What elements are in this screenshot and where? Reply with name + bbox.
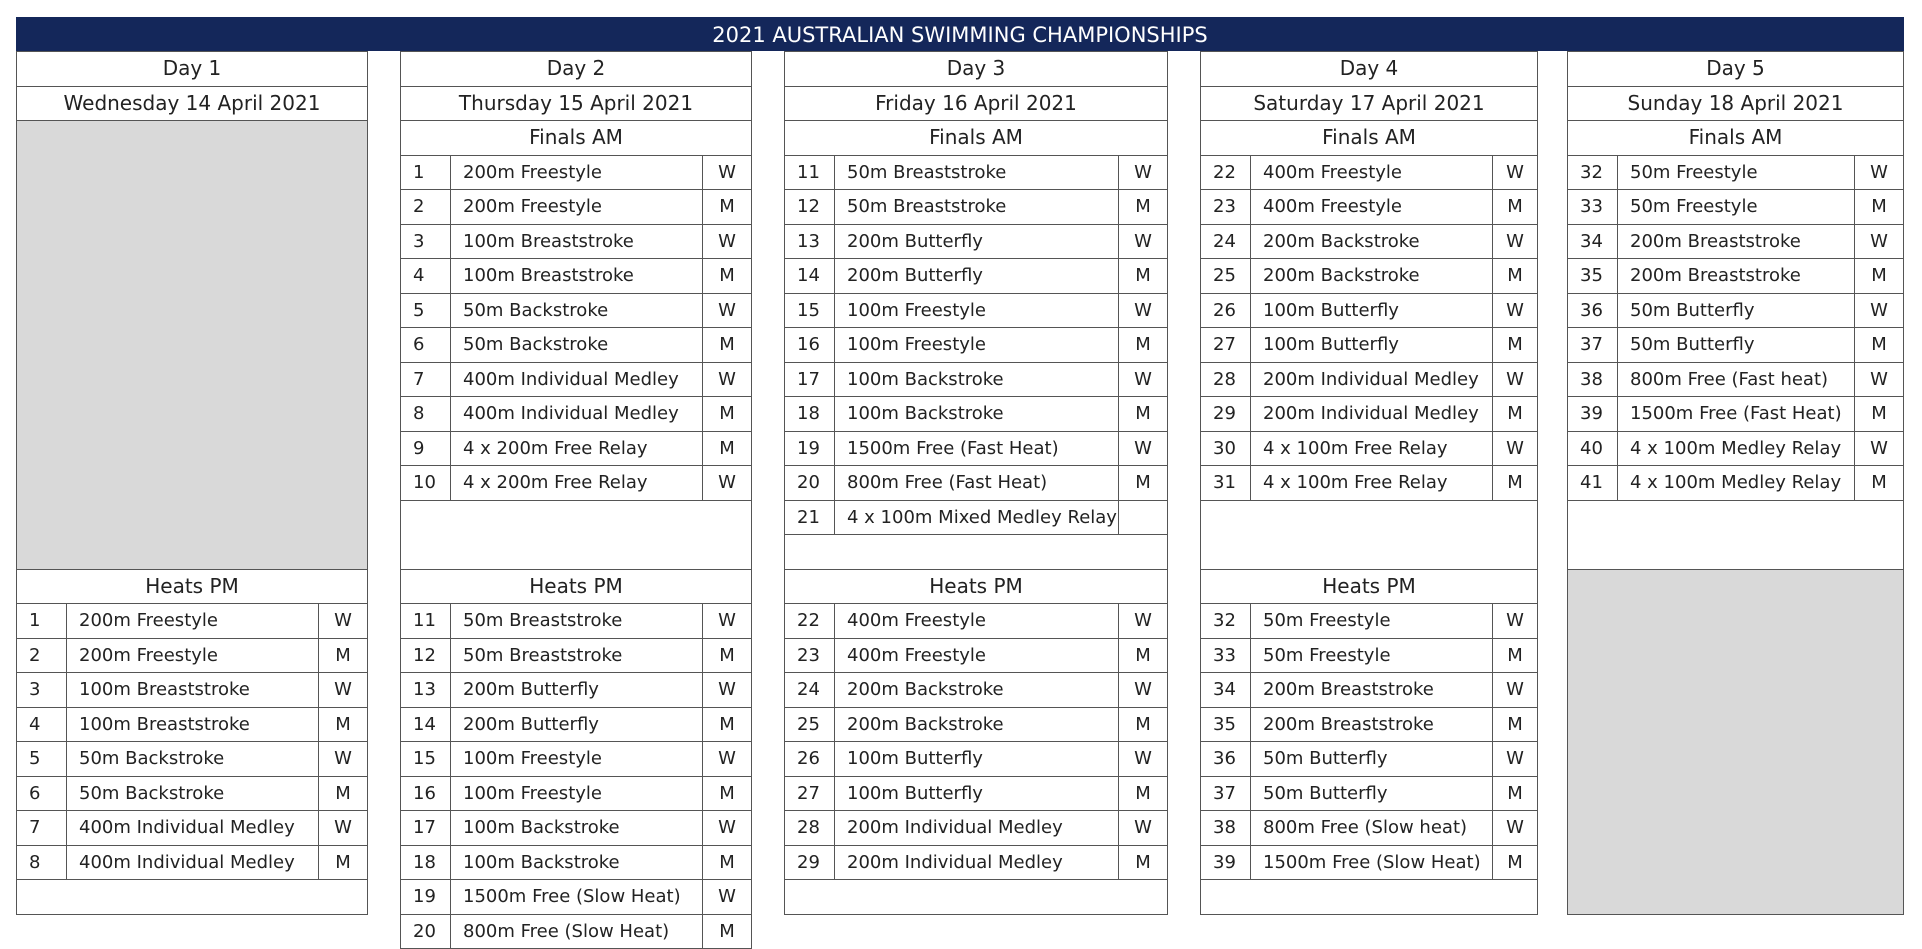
event-gender: W	[1118, 672, 1168, 708]
event-gender: W	[1118, 810, 1168, 846]
event-number: 19	[400, 879, 451, 915]
event-gender: W	[1492, 362, 1538, 398]
event-name: 50m Butterfly	[1617, 327, 1855, 363]
event-name: 100m Freestyle	[834, 327, 1119, 363]
day-label: Day 1	[16, 51, 368, 87]
event-gender: W	[702, 362, 752, 398]
event-name: 4 x 200m Free Relay	[450, 431, 703, 467]
event-gender: W	[1854, 293, 1904, 329]
event-number: 11	[784, 155, 835, 191]
event-number: 41	[1567, 465, 1618, 501]
event-gender: M	[1118, 327, 1168, 363]
event-number: 32	[1200, 603, 1251, 639]
event-gender: M	[702, 189, 752, 225]
event-gender: W	[1492, 224, 1538, 260]
event-gender: W	[1492, 810, 1538, 846]
event-number: 14	[784, 258, 835, 294]
event-gender: W	[1118, 155, 1168, 191]
event-gender: W	[1854, 431, 1904, 467]
finals-am-header: Finals AM	[1567, 120, 1904, 156]
event-name: 4 x 200m Free Relay	[450, 465, 703, 501]
event-name: 100m Breaststroke	[66, 707, 319, 743]
event-name: 50m Backstroke	[450, 293, 703, 329]
heats-pm-header: Heats PM	[784, 569, 1168, 605]
event-number: 28	[784, 810, 835, 846]
event-number: 16	[400, 776, 451, 812]
event-number: 5	[16, 741, 67, 777]
event-gender: M	[1118, 638, 1168, 674]
event-number: 34	[1567, 224, 1618, 260]
event-name: 800m Free (Slow heat)	[1250, 810, 1493, 846]
event-number: 15	[784, 293, 835, 329]
event-gender: W	[1118, 362, 1168, 398]
event-number: 40	[1567, 431, 1618, 467]
day-label: Day 4	[1200, 51, 1538, 87]
event-name: 200m Breaststroke	[1617, 224, 1855, 260]
event-gender: W	[318, 672, 368, 708]
event-name: 100m Backstroke	[450, 810, 703, 846]
event-gender: M	[1854, 396, 1904, 432]
event-name: 800m Free (Fast heat)	[1617, 362, 1855, 398]
event-number: 9	[400, 431, 451, 467]
event-name: 50m Backstroke	[66, 741, 319, 777]
event-gender: W	[702, 293, 752, 329]
event-number: 16	[784, 327, 835, 363]
event-gender: W	[1492, 155, 1538, 191]
event-number: 38	[1200, 810, 1251, 846]
event-number: 6	[400, 327, 451, 363]
event-name: 400m Freestyle	[834, 638, 1119, 674]
event-name: 4 x 100m Free Relay	[1250, 431, 1493, 467]
event-gender: W	[1492, 293, 1538, 329]
event-number: 22	[784, 603, 835, 639]
event-number: 8	[16, 845, 67, 881]
event-gender: M	[318, 776, 368, 812]
event-name: 200m Backstroke	[834, 672, 1119, 708]
event-name: 200m Freestyle	[66, 603, 319, 639]
heats-pm-header: Heats PM	[400, 569, 752, 605]
event-gender: M	[1854, 189, 1904, 225]
event-gender: W	[1854, 224, 1904, 260]
event-gender: M	[702, 638, 752, 674]
event-number: 11	[400, 603, 451, 639]
blank-block	[16, 879, 368, 915]
day-date: Saturday 17 April 2021	[1200, 86, 1538, 122]
event-number: 28	[1200, 362, 1251, 398]
heats-pm-header: Heats PM	[1200, 569, 1538, 605]
event-number: 29	[784, 845, 835, 881]
event-gender: W	[1118, 293, 1168, 329]
event-name: 200m Breaststroke	[1617, 258, 1855, 294]
event-name: 4 x 100m Medley Relay	[1617, 465, 1855, 501]
event-name: 50m Butterfly	[1250, 776, 1493, 812]
event-name: 1500m Free (Fast Heat)	[834, 431, 1119, 467]
event-number: 27	[1200, 327, 1251, 363]
event-gender: W	[702, 603, 752, 639]
event-name: 400m Individual Medley	[66, 845, 319, 881]
event-gender: M	[702, 431, 752, 467]
blank-block	[1200, 500, 1538, 570]
event-gender: M	[318, 638, 368, 674]
event-number: 1	[16, 603, 67, 639]
event-name: 4 x 100m Mixed Medley Relay	[834, 500, 1119, 536]
event-number: 7	[400, 362, 451, 398]
event-gender: W	[702, 741, 752, 777]
event-gender: W	[1492, 672, 1538, 708]
event-number: 37	[1200, 776, 1251, 812]
event-name: 50m Breaststroke	[450, 603, 703, 639]
event-name: 50m Freestyle	[1250, 638, 1493, 674]
event-number: 26	[1200, 293, 1251, 329]
event-gender: M	[702, 845, 752, 881]
event-gender: W	[318, 603, 368, 639]
event-gender: M	[1118, 258, 1168, 294]
event-number: 7	[16, 810, 67, 846]
event-number: 34	[1200, 672, 1251, 708]
event-gender: W	[318, 810, 368, 846]
event-number: 3	[16, 672, 67, 708]
event-name: 200m Freestyle	[450, 155, 703, 191]
event-number: 38	[1567, 362, 1618, 398]
event-number: 6	[16, 776, 67, 812]
finals-am-header: Finals AM	[784, 120, 1168, 156]
day-label: Day 2	[400, 51, 752, 87]
event-number: 17	[784, 362, 835, 398]
event-gender: M	[702, 707, 752, 743]
event-gender: M	[702, 258, 752, 294]
event-gender: M	[702, 776, 752, 812]
event-number: 12	[400, 638, 451, 674]
event-name: 100m Backstroke	[450, 845, 703, 881]
event-number: 25	[784, 707, 835, 743]
event-name: 200m Individual Medley	[1250, 362, 1493, 398]
event-number: 22	[1200, 155, 1251, 191]
event-name: 1500m Free (Fast Heat)	[1617, 396, 1855, 432]
event-gender: W	[702, 810, 752, 846]
event-gender: M	[702, 396, 752, 432]
day-date: Thursday 15 April 2021	[400, 86, 752, 122]
event-gender: M	[1118, 396, 1168, 432]
event-name: 100m Butterfly	[1250, 327, 1493, 363]
event-name: 200m Backstroke	[1250, 224, 1493, 260]
event-number: 4	[16, 707, 67, 743]
page-title: 2021 AUSTRALIAN SWIMMING CHAMPIONSHIPS	[16, 17, 1904, 51]
event-gender: M	[1492, 465, 1538, 501]
event-gender: W	[1854, 362, 1904, 398]
event-name: 50m Freestyle	[1250, 603, 1493, 639]
event-number: 33	[1567, 189, 1618, 225]
event-name: 100m Backstroke	[834, 362, 1119, 398]
event-number: 13	[784, 224, 835, 260]
event-gender: W	[1118, 741, 1168, 777]
event-gender: W	[1492, 431, 1538, 467]
event-number: 18	[784, 396, 835, 432]
event-name: 50m Freestyle	[1617, 155, 1855, 191]
event-gender: M	[318, 845, 368, 881]
blank-block	[1567, 500, 1904, 570]
event-name: 200m Butterfly	[834, 258, 1119, 294]
day-date: Wednesday 14 April 2021	[16, 86, 368, 122]
event-number: 4	[400, 258, 451, 294]
event-name: 100m Breaststroke	[450, 258, 703, 294]
event-gender: M	[702, 327, 752, 363]
event-name: 100m Backstroke	[834, 396, 1119, 432]
event-name: 50m Freestyle	[1617, 189, 1855, 225]
event-number: 35	[1567, 258, 1618, 294]
event-gender: M	[1492, 638, 1538, 674]
event-gender: M	[1854, 258, 1904, 294]
event-name: 200m Butterfly	[450, 707, 703, 743]
event-number: 24	[784, 672, 835, 708]
event-name: 400m Freestyle	[834, 603, 1119, 639]
event-number: 15	[400, 741, 451, 777]
event-number: 20	[784, 465, 835, 501]
event-gender: W	[702, 879, 752, 915]
day-label: Day 3	[784, 51, 1168, 87]
event-name: 200m Butterfly	[834, 224, 1119, 260]
event-number: 24	[1200, 224, 1251, 260]
day-date: Sunday 18 April 2021	[1567, 86, 1904, 122]
event-gender: M	[318, 707, 368, 743]
blank-block	[784, 534, 1168, 570]
event-gender: M	[1492, 189, 1538, 225]
event-gender: M	[702, 914, 752, 949]
event-name: 400m Individual Medley	[450, 362, 703, 398]
event-name: 4 x 100m Free Relay	[1250, 465, 1493, 501]
event-name: 50m Breaststroke	[834, 189, 1119, 225]
event-name: 200m Breaststroke	[1250, 672, 1493, 708]
event-name: 200m Freestyle	[66, 638, 319, 674]
event-gender: M	[1492, 396, 1538, 432]
event-name: 50m Breaststroke	[834, 155, 1119, 191]
finals-am-header: Finals AM	[400, 120, 752, 156]
event-name: 800m Free (Fast Heat)	[834, 465, 1119, 501]
event-number: 5	[400, 293, 451, 329]
event-number: 17	[400, 810, 451, 846]
event-number: 36	[1200, 741, 1251, 777]
event-name: 200m Backstroke	[834, 707, 1119, 743]
event-number: 30	[1200, 431, 1251, 467]
event-gender: W	[1118, 224, 1168, 260]
event-number: 2	[400, 189, 451, 225]
event-name: 50m Breaststroke	[450, 638, 703, 674]
event-name: 4 x 100m Medley Relay	[1617, 431, 1855, 467]
event-name: 100m Freestyle	[450, 741, 703, 777]
event-name: 200m Breaststroke	[1250, 707, 1493, 743]
event-number: 20	[400, 914, 451, 949]
event-name: 100m Freestyle	[834, 293, 1119, 329]
event-number: 23	[784, 638, 835, 674]
event-name: 50m Backstroke	[66, 776, 319, 812]
event-gender: M	[1492, 845, 1538, 881]
event-name: 200m Individual Medley	[834, 810, 1119, 846]
event-number: 13	[400, 672, 451, 708]
event-name: 1500m Free (Slow Heat)	[450, 879, 703, 915]
heats-pm-header: Heats PM	[16, 569, 368, 605]
event-name: 200m Individual Medley	[834, 845, 1119, 881]
event-name: 50m Backstroke	[450, 327, 703, 363]
event-gender: M	[1118, 189, 1168, 225]
event-number: 33	[1200, 638, 1251, 674]
event-number: 14	[400, 707, 451, 743]
event-name: 400m Freestyle	[1250, 155, 1493, 191]
empty-block	[1567, 569, 1904, 915]
event-gender	[1118, 500, 1168, 536]
event-gender: W	[702, 224, 752, 260]
event-number: 29	[1200, 396, 1251, 432]
finals-am-header: Finals AM	[1200, 120, 1538, 156]
event-name: 50m Butterfly	[1250, 741, 1493, 777]
event-gender: M	[1492, 707, 1538, 743]
event-number: 36	[1567, 293, 1618, 329]
event-name: 200m Freestyle	[450, 189, 703, 225]
event-number: 35	[1200, 707, 1251, 743]
event-number: 19	[784, 431, 835, 467]
event-number: 37	[1567, 327, 1618, 363]
day-label: Day 5	[1567, 51, 1904, 87]
event-gender: M	[1118, 465, 1168, 501]
event-name: 100m Freestyle	[450, 776, 703, 812]
event-name: 200m Backstroke	[1250, 258, 1493, 294]
event-gender: M	[1118, 776, 1168, 812]
event-number: 1	[400, 155, 451, 191]
event-name: 100m Butterfly	[834, 741, 1119, 777]
event-number: 31	[1200, 465, 1251, 501]
day-date: Friday 16 April 2021	[784, 86, 1168, 122]
event-gender: W	[702, 155, 752, 191]
event-name: 100m Butterfly	[834, 776, 1119, 812]
event-number: 3	[400, 224, 451, 260]
event-name: 1500m Free (Slow Heat)	[1250, 845, 1493, 881]
event-gender: W	[318, 741, 368, 777]
event-name: 800m Free (Slow Heat)	[450, 914, 703, 949]
event-gender: M	[1854, 327, 1904, 363]
event-name: 100m Breaststroke	[450, 224, 703, 260]
event-number: 21	[784, 500, 835, 536]
event-number: 27	[784, 776, 835, 812]
blank-block	[1200, 879, 1538, 915]
event-number: 18	[400, 845, 451, 881]
event-number: 26	[784, 741, 835, 777]
event-number: 39	[1567, 396, 1618, 432]
event-gender: M	[1118, 707, 1168, 743]
event-gender: W	[1118, 603, 1168, 639]
event-gender: W	[1492, 603, 1538, 639]
event-name: 400m Individual Medley	[66, 810, 319, 846]
event-gender: W	[1492, 741, 1538, 777]
event-gender: W	[1118, 431, 1168, 467]
event-name: 100m Breaststroke	[66, 672, 319, 708]
event-number: 25	[1200, 258, 1251, 294]
event-name: 200m Butterfly	[450, 672, 703, 708]
event-gender: W	[702, 672, 752, 708]
event-number: 23	[1200, 189, 1251, 225]
event-gender: W	[1854, 155, 1904, 191]
event-number: 12	[784, 189, 835, 225]
event-gender: M	[1492, 327, 1538, 363]
empty-block	[16, 120, 368, 570]
event-name: 400m Freestyle	[1250, 189, 1493, 225]
event-number: 32	[1567, 155, 1618, 191]
event-name: 400m Individual Medley	[450, 396, 703, 432]
event-number: 2	[16, 638, 67, 674]
event-number: 10	[400, 465, 451, 501]
event-name: 50m Butterfly	[1617, 293, 1855, 329]
event-gender: W	[702, 465, 752, 501]
blank-block	[400, 500, 752, 570]
blank-block	[784, 879, 1168, 915]
event-name: 100m Butterfly	[1250, 293, 1493, 329]
event-gender: M	[1492, 258, 1538, 294]
event-gender: M	[1854, 465, 1904, 501]
event-name: 200m Individual Medley	[1250, 396, 1493, 432]
event-gender: M	[1492, 776, 1538, 812]
event-gender: M	[1118, 845, 1168, 881]
event-number: 39	[1200, 845, 1251, 881]
event-number: 8	[400, 396, 451, 432]
